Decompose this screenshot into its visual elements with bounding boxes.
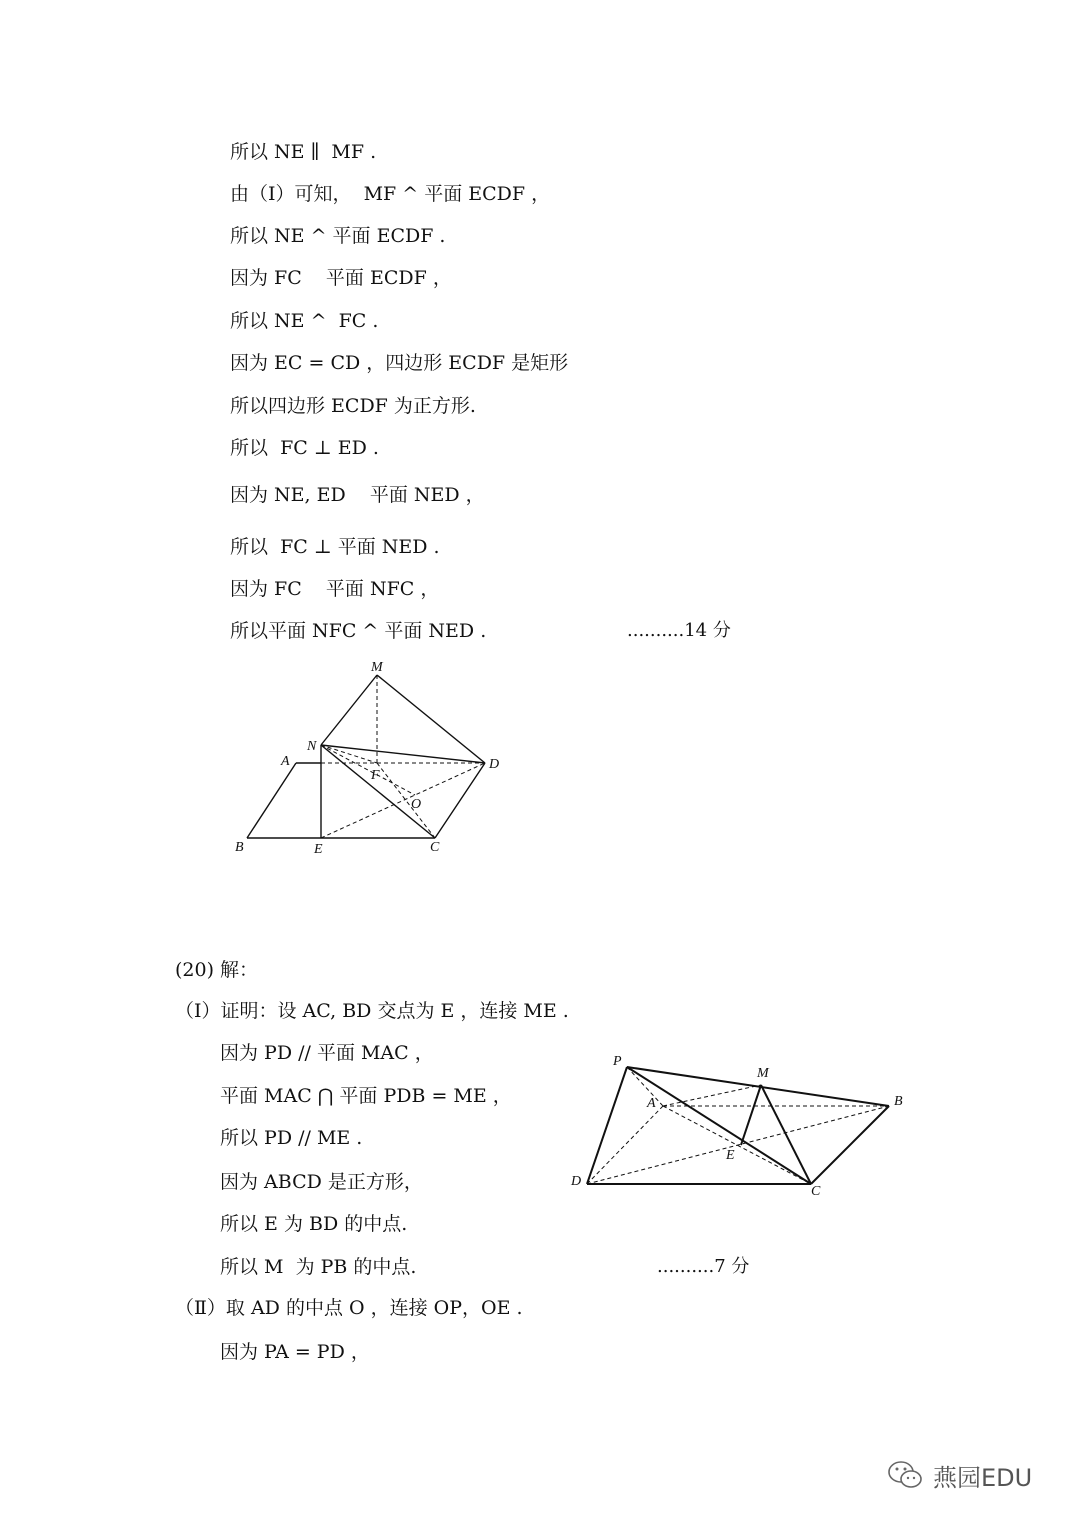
score-14: ..........14 分 — [627, 620, 731, 641]
proof-line-3: 所以 NE ^ 平面 ECDF . — [230, 225, 446, 247]
proof-line-5: 所以 NE ^ FC . — [230, 310, 379, 332]
label-C2: C — [811, 1184, 821, 1199]
proof-line-1: 所以 NE ∥ MF . — [230, 141, 377, 163]
part2-line-2: 因为 PA = PD ， — [220, 1341, 370, 1363]
proof-line-7: 所以四边形 ECDF 为正方形. — [230, 395, 476, 417]
geometry-figure-1 — [225, 655, 515, 865]
part1-line-7: 所以 M 为 PB 的中点. — [220, 1256, 417, 1278]
problem-20-header: (20) 解： — [175, 959, 259, 981]
part1-line-4: 所以 PD // ME . — [220, 1127, 363, 1149]
proof-line-12: 所以平面 NFC ^ 平面 NED . — [230, 620, 487, 642]
label-E: E — [314, 842, 323, 857]
part1-line-5: 因为 ABCD 是正方形， — [220, 1171, 423, 1193]
label-E2: E — [726, 1148, 735, 1163]
label-A2: A — [647, 1096, 656, 1111]
label-M2: M — [757, 1066, 769, 1081]
label-O: O — [411, 797, 422, 812]
label-N: N — [307, 739, 317, 754]
label-B: B — [235, 840, 244, 855]
proof-line-4: 因为 FC 平面 ECDF ， — [230, 267, 452, 289]
label-A: A — [281, 754, 290, 769]
part1-line-1: （Ⅰ）证明：设 AC, BD 交点为 E ，连接 ME . — [175, 1000, 569, 1022]
label-M: M — [371, 660, 383, 675]
part1-line-6: 所以 E 为 BD 的中点. — [220, 1213, 408, 1235]
wechat-icon — [885, 1455, 925, 1495]
label-P: P — [613, 1054, 622, 1069]
geometry-figure-2 — [565, 1045, 915, 1205]
label-D2: D — [571, 1174, 582, 1189]
proof-line-9: 因为 NE, ED 平面 NED ， — [230, 484, 485, 506]
proof-line-6: 因为 EC = CD ，四边形 ECDF 是矩形 — [230, 352, 569, 374]
part1-line-2: 因为 PD // 平面 MAC ， — [220, 1042, 434, 1064]
proof-line-8: 所以 FC ⊥ ED . — [230, 437, 379, 459]
proof-line-2: 由（Ⅰ）可知， MF ^ 平面 ECDF ， — [230, 183, 551, 205]
watermark — [885, 1455, 1032, 1495]
part1-line-3: 平面 MAC ⋂ 平面 PDB = ME ， — [220, 1085, 512, 1107]
part2-line-1: （Ⅱ）取 AD 的中点 O ，连接 OP，OE . — [175, 1297, 523, 1319]
label-B2: B — [894, 1094, 903, 1109]
proof-line-10: 所以 FC ⊥ 平面 NED . — [230, 536, 440, 558]
score-7: ..........7 分 — [657, 1256, 750, 1277]
label-C: C — [430, 840, 440, 855]
label-D: D — [489, 757, 500, 772]
proof-line-11: 因为 FC 平面 NFC ， — [230, 578, 440, 600]
label-F: F — [371, 768, 380, 783]
watermark-text: 燕园EDU — [933, 1463, 1033, 1492]
